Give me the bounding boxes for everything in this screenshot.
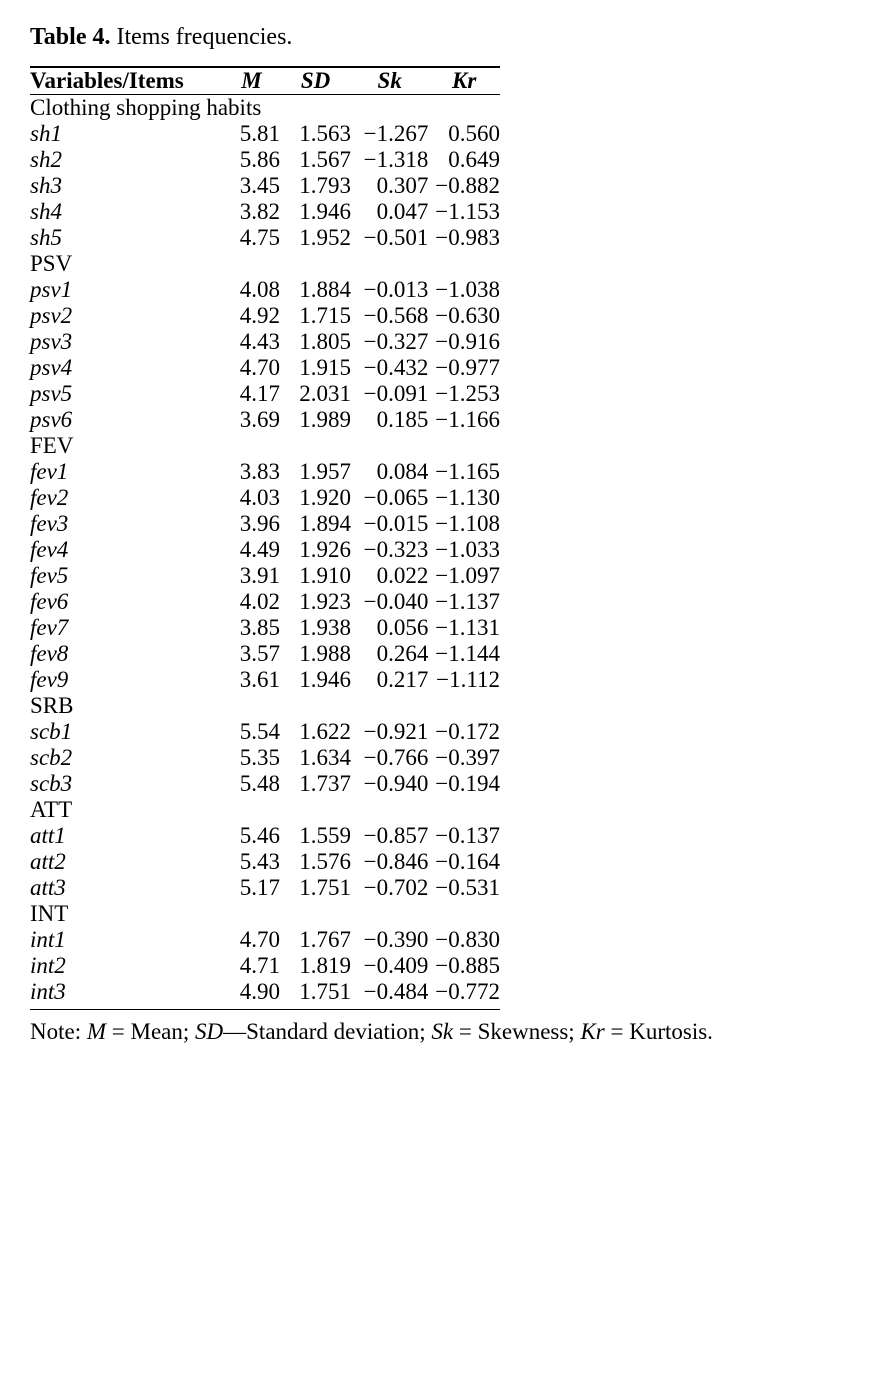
value-m: 3.83 — [239, 459, 281, 484]
value-m: 5.48 — [239, 771, 281, 796]
value-sd: 1.920 — [299, 485, 352, 510]
item-label: sh3 — [30, 173, 62, 198]
group-label: INT — [30, 901, 69, 926]
value-m: 3.91 — [239, 563, 281, 588]
value-sk: −0.065 — [363, 485, 429, 510]
value-kr: −1.166 — [435, 407, 500, 432]
value-kr: 0.560 — [448, 121, 500, 146]
table-row — [30, 381, 500, 407]
value-m: 4.03 — [239, 485, 281, 510]
value-kr: −0.630 — [435, 303, 500, 328]
value-m: 3.82 — [239, 199, 281, 224]
value-kr: −0.137 — [435, 823, 500, 848]
note-text: = Mean; — [106, 1019, 196, 1044]
value-m: 4.75 — [239, 225, 281, 250]
table-row — [30, 121, 500, 147]
item-label: fev5 — [30, 563, 69, 588]
table-bottom-rule — [30, 1005, 500, 1010]
value-sk: −0.327 — [363, 329, 429, 354]
value-sd: 1.957 — [299, 459, 352, 484]
value-kr: −1.131 — [435, 615, 500, 640]
value-sd: 1.884 — [299, 277, 352, 302]
table-row — [30, 199, 500, 225]
value-m: 5.54 — [239, 719, 281, 744]
value-m: 5.86 — [239, 147, 281, 172]
item-label: scb2 — [30, 745, 73, 770]
value-sd: 1.989 — [299, 407, 352, 432]
value-m: 3.61 — [239, 667, 281, 692]
value-sd: 1.737 — [299, 771, 352, 796]
column-header-variables: Variables/Items — [30, 67, 223, 95]
value-kr: −0.977 — [435, 355, 500, 380]
group-row — [30, 693, 500, 719]
value-m: 4.02 — [239, 589, 281, 614]
table-row — [30, 147, 500, 173]
value-sk: −0.702 — [363, 875, 429, 900]
value-sd: 1.622 — [299, 719, 352, 744]
value-kr: −1.097 — [435, 563, 500, 588]
value-sd: 1.819 — [299, 953, 352, 978]
group-label: PSV — [30, 251, 73, 276]
value-sd: 1.715 — [299, 303, 352, 328]
value-sk: −0.432 — [363, 355, 429, 380]
value-sd: 1.559 — [299, 823, 352, 848]
value-kr: −1.165 — [435, 459, 500, 484]
item-label: psv6 — [30, 407, 73, 432]
table-row — [30, 719, 500, 745]
value-sk: −0.013 — [363, 277, 429, 302]
value-kr: −0.531 — [435, 875, 500, 900]
group-row — [30, 797, 500, 823]
value-m: 4.49 — [239, 537, 281, 562]
table-row — [30, 953, 500, 979]
value-m: 4.43 — [239, 329, 281, 354]
item-label: fev7 — [30, 615, 69, 640]
group-row — [30, 433, 500, 459]
value-sd: 1.563 — [299, 121, 352, 146]
table-row — [30, 563, 500, 589]
value-kr: −0.916 — [435, 329, 500, 354]
item-label: att3 — [30, 875, 66, 900]
table-row — [30, 511, 500, 537]
value-kr: −0.772 — [435, 979, 500, 1004]
value-sd: 1.923 — [299, 589, 352, 614]
table-row — [30, 355, 500, 381]
item-label: fev4 — [30, 537, 69, 562]
value-sd: 1.805 — [299, 329, 352, 354]
value-kr: −1.137 — [435, 589, 500, 614]
value-sd: 1.793 — [299, 173, 352, 198]
table-row — [30, 745, 500, 771]
value-sd: 1.926 — [299, 537, 352, 562]
value-sd: 1.938 — [299, 615, 352, 640]
value-m: 5.17 — [239, 875, 281, 900]
item-label: psv5 — [30, 381, 73, 406]
item-label: sh4 — [30, 199, 62, 224]
note-body — [87, 1019, 713, 1044]
table-row — [30, 927, 500, 953]
value-sk: 0.047 — [376, 199, 429, 224]
item-label: att1 — [30, 823, 66, 848]
table-caption-label: Table 4. — [30, 24, 111, 50]
group-row — [30, 95, 500, 122]
value-m: 3.85 — [239, 615, 281, 640]
value-sk: −1.318 — [363, 147, 429, 172]
value-sk: −0.015 — [363, 511, 429, 536]
note-symbol: Sk — [431, 1019, 454, 1044]
value-sd: 1.634 — [299, 745, 352, 770]
item-label: psv3 — [30, 329, 73, 354]
note-symbol: Kr — [580, 1019, 605, 1044]
table-caption-text: Items frequencies. — [116, 24, 293, 50]
value-kr: −0.194 — [435, 771, 500, 796]
table-row — [30, 459, 500, 485]
group-label: SRB — [30, 693, 74, 718]
table-row — [30, 875, 500, 901]
value-sd: 1.567 — [299, 147, 352, 172]
value-sk: −0.568 — [363, 303, 429, 328]
value-sd: 1.946 — [299, 667, 352, 692]
note-text: = Skewness; — [453, 1019, 581, 1044]
table-row — [30, 615, 500, 641]
value-kr: −1.144 — [435, 641, 500, 666]
value-sd: 1.767 — [299, 927, 352, 952]
note-symbol: M — [86, 1019, 107, 1044]
value-sk: −0.940 — [363, 771, 429, 796]
value-m: 4.90 — [239, 979, 281, 1004]
item-label: fev6 — [30, 589, 69, 614]
table-header — [30, 67, 500, 95]
value-kr: −0.885 — [435, 953, 500, 978]
value-sk: −0.040 — [363, 589, 429, 614]
column-header-kr: Kr — [428, 67, 500, 95]
value-m: 5.81 — [239, 121, 281, 146]
column-header-m: M — [223, 67, 280, 95]
value-m: 5.35 — [239, 745, 281, 770]
value-kr: −1.153 — [435, 199, 500, 224]
item-label: psv4 — [30, 355, 73, 380]
value-kr: −0.830 — [435, 927, 500, 952]
value-kr: −1.112 — [436, 667, 500, 692]
table-row — [30, 849, 500, 875]
item-label: int2 — [30, 953, 66, 978]
note-text: —Standard deviation; — [223, 1019, 432, 1044]
value-kr: −1.130 — [435, 485, 500, 510]
value-kr: −1.253 — [435, 381, 500, 406]
column-header-sk: Sk — [351, 67, 428, 95]
value-sk: −0.091 — [363, 381, 429, 406]
value-kr: −1.033 — [435, 537, 500, 562]
table-row — [30, 173, 500, 199]
table-row — [30, 537, 500, 563]
value-sk: −0.390 — [363, 927, 429, 952]
table-row — [30, 641, 500, 667]
value-sk: −0.501 — [363, 225, 429, 250]
value-sd: 1.988 — [299, 641, 352, 666]
value-m: 4.17 — [239, 381, 281, 406]
item-label: fev2 — [30, 485, 69, 510]
value-sk: 0.307 — [376, 173, 429, 198]
value-kr: −0.164 — [435, 849, 500, 874]
note-symbol: SD — [195, 1019, 224, 1044]
table-row — [30, 771, 500, 797]
table-row — [30, 589, 500, 615]
item-label: fev3 — [30, 511, 69, 536]
value-sd: 1.894 — [299, 511, 352, 536]
items-frequencies-table — [30, 66, 500, 1010]
value-m: 5.46 — [239, 823, 281, 848]
value-sd: 1.751 — [299, 979, 352, 1004]
group-row — [30, 901, 500, 927]
group-label: FEV — [30, 433, 74, 458]
value-sd: 1.576 — [299, 849, 352, 874]
item-label: sh5 — [30, 225, 62, 250]
value-sd: 1.952 — [299, 225, 352, 250]
value-m: 4.92 — [239, 303, 281, 328]
item-label: fev9 — [30, 667, 69, 692]
value-kr: −1.038 — [435, 277, 500, 302]
value-m: 4.71 — [239, 953, 281, 978]
value-sd: 1.910 — [299, 563, 352, 588]
table-row — [30, 979, 500, 1005]
value-sd: 1.946 — [299, 199, 352, 224]
table-body — [30, 95, 500, 1010]
table-row — [30, 303, 500, 329]
table-row — [30, 485, 500, 511]
value-sk: −0.846 — [363, 849, 429, 874]
value-sk: 0.217 — [376, 667, 429, 692]
table-row — [30, 667, 500, 693]
value-m: 3.57 — [239, 641, 281, 666]
table-row — [30, 823, 500, 849]
note-text: = Kurtosis. — [604, 1019, 713, 1044]
note-prefix: Note: — [30, 1019, 87, 1044]
item-label: sh1 — [30, 121, 62, 146]
value-sk: 0.084 — [376, 459, 429, 484]
value-m: 3.45 — [239, 173, 281, 198]
value-m: 3.96 — [239, 511, 281, 536]
value-sk: −0.484 — [363, 979, 429, 1004]
item-label: int3 — [30, 979, 66, 1004]
value-m: 4.70 — [239, 927, 281, 952]
group-label: ATT — [30, 797, 73, 822]
bottom-rule-cell — [30, 1005, 500, 1010]
table-caption — [30, 22, 854, 52]
value-kr: −1.108 — [435, 511, 500, 536]
value-sk: 0.185 — [376, 407, 429, 432]
value-sk: −0.857 — [363, 823, 429, 848]
table-row — [30, 277, 500, 303]
item-label: att2 — [30, 849, 66, 874]
value-kr: −0.983 — [435, 225, 500, 250]
item-label: psv2 — [30, 303, 73, 328]
header-row — [30, 67, 500, 95]
value-m: 3.69 — [239, 407, 281, 432]
value-kr: −0.882 — [435, 173, 500, 198]
value-sd: 1.915 — [299, 355, 352, 380]
value-sk: −0.766 — [363, 745, 429, 770]
table-row — [30, 329, 500, 355]
value-sk: 0.056 — [376, 615, 429, 640]
value-kr: 0.649 — [448, 147, 500, 172]
value-sk: −0.323 — [363, 537, 429, 562]
value-sk: −1.267 — [363, 121, 429, 146]
table-row — [30, 225, 500, 251]
item-label: scb3 — [30, 771, 73, 796]
item-label: scb1 — [30, 719, 73, 744]
item-label: fev8 — [30, 641, 69, 666]
table-row — [30, 407, 500, 433]
value-m: 5.43 — [239, 849, 281, 874]
value-kr: −0.172 — [435, 719, 500, 744]
group-row — [30, 251, 500, 277]
value-sk: −0.921 — [363, 719, 429, 744]
value-sd: 1.751 — [299, 875, 352, 900]
item-label: int1 — [30, 927, 66, 952]
group-label: Clothing shopping habits — [30, 95, 262, 120]
value-sk: 0.022 — [376, 563, 429, 588]
value-m: 4.08 — [239, 277, 281, 302]
value-sk: 0.264 — [376, 641, 429, 666]
item-label: fev1 — [30, 459, 69, 484]
item-label: psv1 — [30, 277, 73, 302]
value-sk: −0.409 — [363, 953, 429, 978]
item-label: sh2 — [30, 147, 62, 172]
value-sd: 2.031 — [299, 381, 352, 406]
column-header-sd: SD — [280, 67, 351, 95]
table-note — [30, 1019, 854, 1045]
value-m: 4.70 — [239, 355, 281, 380]
value-kr: −0.397 — [435, 745, 500, 770]
